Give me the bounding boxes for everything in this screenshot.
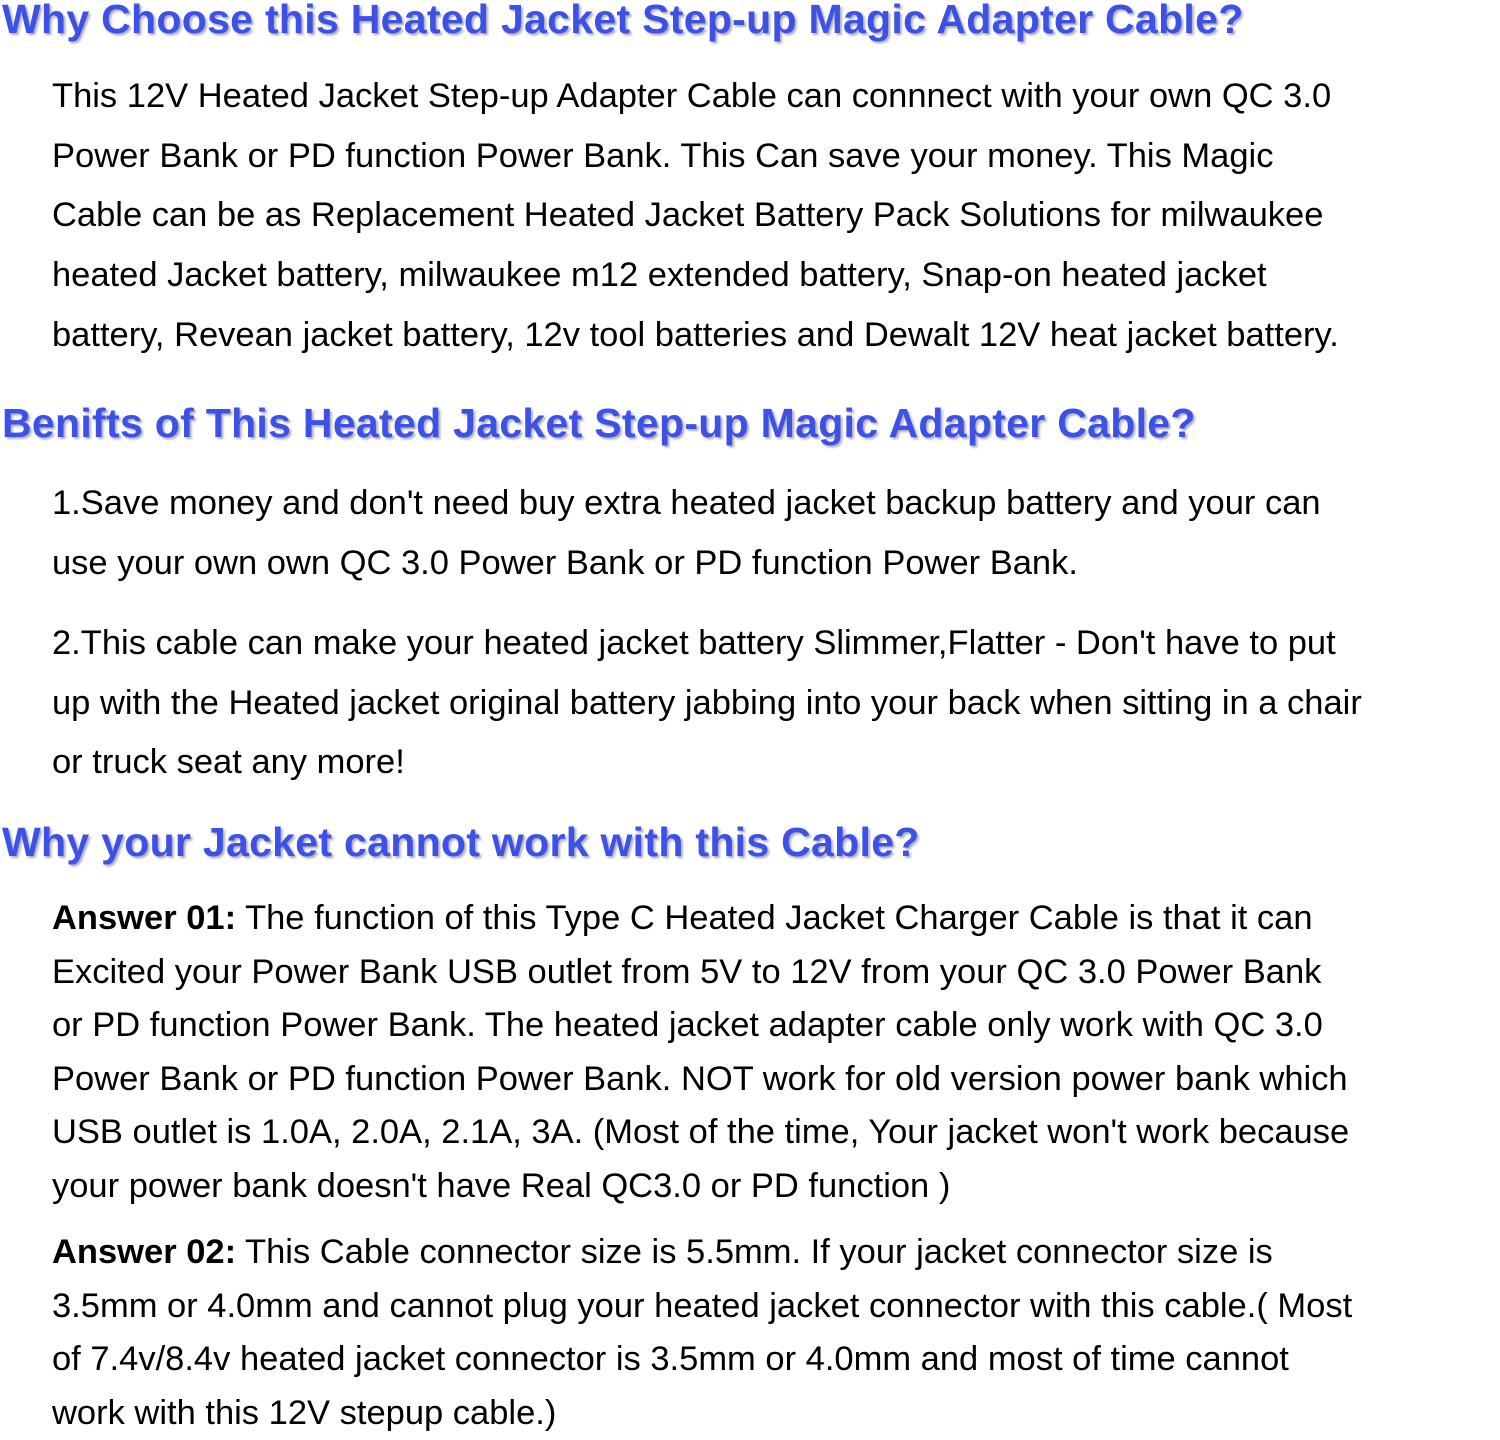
paragraph-line: Excited your Power Bank USB outlet from 5V to 12V from your QC 3.0 Power Bank xyxy=(52,952,1322,991)
answer-02-label: Answer 02: xyxy=(52,1233,237,1271)
paragraph-line: of 7.4v/8.4v heated jacket connector is 3.5mm or 4.0mm and most of time cannot xyxy=(52,1340,1289,1379)
paragraph-line: heated Jacket battery, milwaukee m12 extended battery, Snap-on heated jacket xyxy=(52,256,1267,295)
paragraph-line xyxy=(52,1226,1492,1280)
paragraph-line: Cable can be as Replacement Heated Jacket Battery Pack Solutions for milwaukee xyxy=(52,196,1324,235)
paragraph-line: USB outlet is 1.0A, 2.0A, 2.1A, 3A. (Most of the time, Your jacket won't work because xyxy=(52,1113,1350,1152)
paragraph-line: work with this 12V stepup cable.) xyxy=(52,1393,557,1432)
paragraph-line: or truck seat any more! xyxy=(52,743,405,782)
paragraph-line: 3.5mm or 4.0mm and cannot plug your heated jacket connector with this cable.( Most xyxy=(52,1286,1353,1325)
benefit-item-2 xyxy=(52,614,1492,793)
paragraph-line: Power Bank or PD function Power Bank. This Can save your money. This Magic xyxy=(52,136,1274,175)
paragraph-line: use your own own QC 3.0 Power Bank or PD function Power Bank. xyxy=(52,543,1078,582)
paragraph-line: up with the Heated jacket original battery jabbing into your back when sitting in a chair xyxy=(52,683,1362,722)
section-heading-why-not-work: Why your Jacket cannot work with this Cable? xyxy=(2,819,920,865)
answer-01-label: Answer 01: xyxy=(52,899,237,937)
paragraph-line: your power bank doesn't have Real QC3.0 or PD function ) xyxy=(52,1166,951,1205)
section-heading-why-choose: Why Choose this Heated Jacket Step-up Magic Adapter Cable? xyxy=(2,0,1244,42)
paragraph-line: Power Bank or PD function Power Bank. NOT work for old version power bank which xyxy=(52,1059,1348,1098)
paragraph-line: This 12V Heated Jacket Step-up Adapter Cable can connnect with your own QC 3.0 xyxy=(52,77,1332,115)
answer-01-text: The function of this Type C Heated Jacket Charger Cable is that it can xyxy=(236,899,1313,937)
paragraph-line xyxy=(52,892,1492,946)
answer-02-text: This Cable connector size is 5.5mm. If your jacket connector size is xyxy=(236,1233,1273,1271)
paragraph-line: 1.Save money and don't need buy extra heated jacket backup battery and your can xyxy=(52,484,1321,522)
section-heading-benefits: Benifts of This Heated Jacket Step-up Magic Adapter Cable? xyxy=(2,400,1196,446)
answer-01-paragraph xyxy=(52,892,1492,1214)
paragraph-line: battery, Revean jacket battery, 12v tool batteries and Dewalt 12V heat jacket battery. xyxy=(52,315,1339,354)
paragraph-line: or PD function Power Bank. The heated jacket adapter cable only work with QC 3.0 xyxy=(52,1006,1323,1045)
answer-02-paragraph xyxy=(52,1226,1492,1440)
paragraph-line: 2.This cable can make your heated jacket battery Slimmer,Flatter - Don't have to put xyxy=(52,624,1336,662)
why-choose-paragraph xyxy=(52,67,1492,366)
benefit-item-1 xyxy=(52,474,1492,593)
